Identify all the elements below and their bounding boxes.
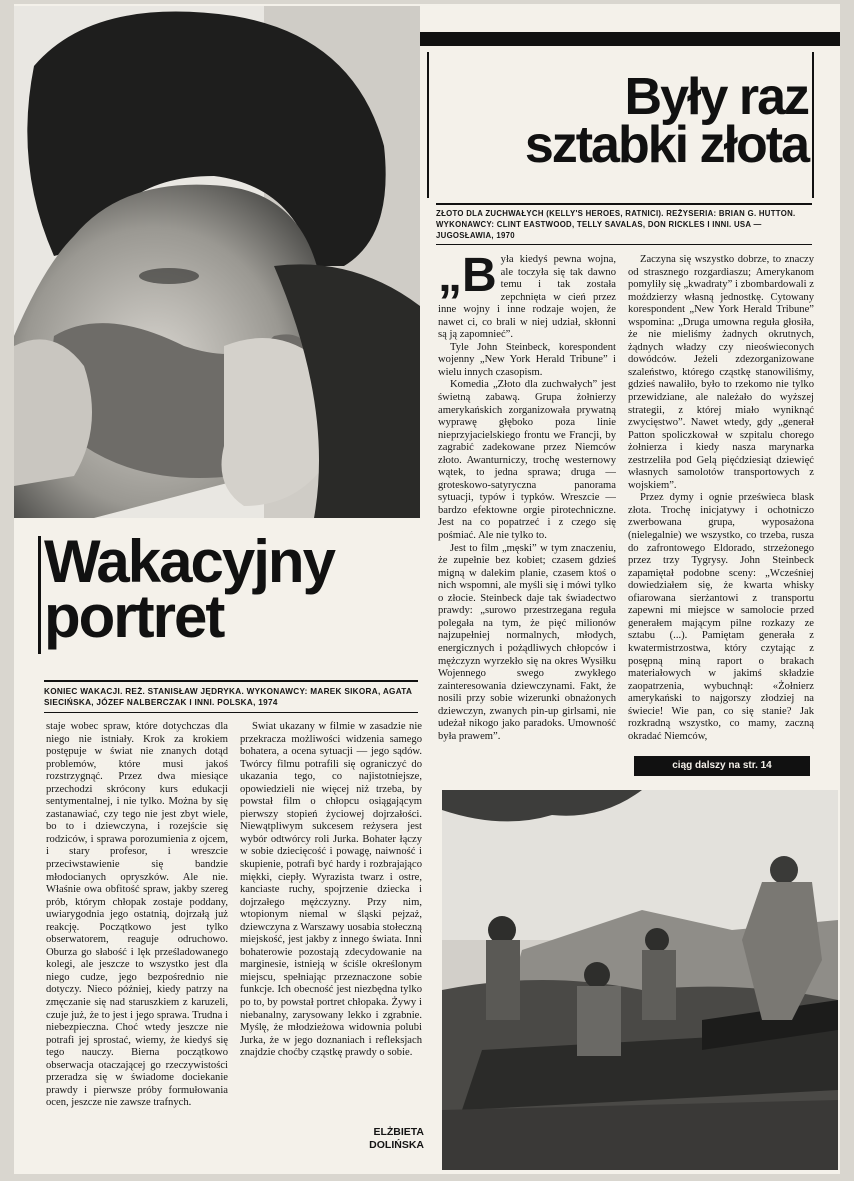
left-headline-rule xyxy=(38,536,41,654)
right-col1-paragraph: Komedia „Złoto dla zuchwałych” jest świetną zabawą. Grupa żołnierzy amerykańskich zorganizowała prywatną wyprawę głęboko poza linie nieprzyjacielskiego frontu we Francji, by zagrabić zadekowane przez Niemców złoto. Awanturniczy, trochę westernowy wątek, to jedna sprawa; druga — groteskowo-satyryczna panorama sytuacji, typów i typków. Wreszcie — bardzo efektowne orgie pirotechniczne. Jest na co popatrzeć i z czego się pośmiać. Ale nie tylko to. xyxy=(438,379,616,542)
right-headline-rule-right xyxy=(812,52,814,198)
right-credits-rule-top xyxy=(436,203,812,205)
right-col2-paragraph: Przez dymy i ognie prześwieca blask złota. Trochę inicjatywy i ochotniczo zwerbowana grupa, wyposażona (nielegalnie) we wszystko, co trzeba, rusza do zafrontowego Eldorado, strzeżonego przez trzy Tygrysy. John Steinbeck zapamiętał podobne sceny: „Wcześniej dowiedziałem się, że kwarta whisky ofiarowana sierżantowi z transportu zapewni mi miejsce w samolocie przed generałem mającym pilne rozkazy ze sztabu (...). Pamiętam generała z kwatermistrzostwa, który czytając z posępną miną raport o brakach materiałowych w jakimś składzie zaopatrzenia, wybuchnął: «Żołnierz amerykański to najgorszy złodziej na świecie! Wie pan, co się stanie? Jak rozkradną wszystko, co mamy, zaczną okradać Niemców, xyxy=(628,492,814,742)
left-article-column-2 xyxy=(240,721,422,1126)
left-credits-rule-top xyxy=(44,680,418,682)
right-top-bar xyxy=(420,32,840,46)
right-credits: ZŁOTO DLA ZUCHWAŁYCH (KELLY'S HEROES, RATNICI). REŻYSERIA: BRIAN G. HUTTON. WYKONAWCY: CLINT EASTWOOD, TELLY SAVALAS, DON RICKLES I INNI. USA — JUGOSŁAWIA, 1970 xyxy=(436,209,796,240)
right-credits-rule-bottom xyxy=(436,244,812,245)
right-col1-lead-text: yła kiedyś pewna wojna, ale toczyła się tak dawno temu i tak została zepchnięta w cień przez inne wojny i inne rodzaje wojen, że nawet ci, co brali w niej udział, skłonni są ją zapomnieć”. xyxy=(438,254,616,341)
right-article-column-1 xyxy=(438,254,616,776)
author-signature-line2: DOLIŃSKA xyxy=(369,1139,424,1151)
right-dropcap: „B xyxy=(438,254,497,302)
right-col2-paragraph: Zaczyna się wszystko dobrze, to znaczy od strasznego rozgardiaszu; Amerykanom pomyliły się „kwadraty” i zbombardowali z moździerzy własną jednostkę. Cytowany korespondent „New York Herald Tribune” wspomina: „Druga umowna reguła głosiła, że nie mieliśmy żadnych okrutnych, żądnych władzy czy nieoświeconych dowódców. Jeżeli zdezorganizowane szaleństwo, którego cząstkę stanowiliśmy, gdzieś nawaliło, było to rzekomo nie tylko przewidziane, ale należało do wyższej strategii, z której miało wyniknąć zwycięstwo”. Nawet wtedy, gdy „generał Patton spoliczkował w szpitalu chorego żołnierza i kiedy nasza marynarka zestrzeliła pod Gelą pięćdziesiąt dziewięć własnych samolotów transportowych z wojskiem”. xyxy=(628,254,814,491)
author-signature xyxy=(300,1126,424,1152)
author-signature-line1: ELŻBIETA xyxy=(373,1126,424,1138)
left-headline-line2: portret xyxy=(44,583,224,651)
right-headline-rule-left xyxy=(427,52,429,198)
left-credits-rule-bottom xyxy=(44,712,418,713)
left-headline xyxy=(44,528,424,651)
left-col2-paragraph: Świat ukazany w filmie w zasadzie nie przekracza możliwości widzenia samego bohatera, a ocena sytuacji — jego sądów. Twórcy filmu potrafili się ograniczyć do ukazania tego, co najistotniejsze, opowiedzieli nie więcej niż trzeba, by powstał film o chłopcu osiągającym pierwszy stopień życiowej dojrzałości. Niewątpliwym sukcesem reżysera jest wybór odtwórcy roli Jurka. Bohater łączy w sobie dziecięcość i powagę, naiwność i skupienie, potrafi być hardy i rozbrajająco miękki, ciepły. Wyrazista twarz i ostre, kanciaste ruchy, spojrzenie dziecka i dojrzałego mężczyzny. Przy nim, wtopionym niemal w śląski pejzaż, dziewczyna z Warszawy uosabia stołeczną miejskość, jest jakby z innego świata. Inni bohaterowie pozostają zdecydowanie na marginesie, istnieją w ściśle określonym miejscu, spełniając przeznaczone sobie funkcje. Ich obecność jest niezbędna tylko po to, by powstał portret chłopaka. Żywy i niebanalny, zarysowany lekko i zgrabnie. Myślę, że młodzieżowa widownia polubi Jurka, że w jego doznaniach i refleksjach znajdzie choćby cząstkę prawdy o sobie. xyxy=(240,721,422,1059)
right-col1-lead xyxy=(438,254,616,342)
right-col1-paragraph: Tyle John Steinbeck, korespondent wojenny „New York Herald Tribune” i wielu innych czasopism. xyxy=(438,341,616,378)
boy-with-pigeon-photo xyxy=(14,6,420,518)
left-credits: KONIEC WAKACJI. REŻ. STANISŁAW JĘDRYKA. WYKONAWCY: MAREK SIKORA, AGATA SIECIŃSKA, JÓZEF NALBERCZAK I INNI. POLSKA, 1974 xyxy=(44,687,412,707)
right-headline-line1: Były raz xyxy=(624,68,808,126)
left-article-column-1 xyxy=(46,721,228,1153)
left-headline-line1: Wakacyjny xyxy=(44,528,334,595)
left-col1-paragraph: staje wobec spraw, które dotychczas dla niego nie istniały. Krok za krokiem postępuje w świat nie znanych dotąd problemów, które musi jakoś rozstrzygnąć. Przez dwa miesiące przechodzi skrócony kurs edukacji sentymentalnej, i nie tylko. Można by się zastanawiać, czy tego nie jest zbyt wiele, bo to i dziewczyna, i rozejście się rodziców, i sprawa porozumienia z ojcem, i stary profesor, i wreszcie przeciwstawienie się bandzie młodocianych opryszków. Ale nie. Właśnie owa obfitość spraw, jakby szereg prób, którym chłopak zostaje poddany, uwiarygodnia jego ostatnią, dojrzałą już reakcję. Początkowo jest tylko obserwatorem, reaguje odruchowo. Oburza go słabość i lęk prześladowanego kolegi, ale jeszcze to wszystko jest dla niego cudze, jego bezpośrednio nie dotyczy. Nieco później, kiedy patrzy na zmęczanie się nad staruszkiem z karuzeli, czuje już, że to jest i jego sprawa. Trudna i niebezpieczna. Choć wtedy jeszcze nie potrafi jej sprostać, wiemy, że kiedyś się tego nauczy. Bierna początkowo obserwacja otaczającej go rzeczywistości przeradza się w świadome dociekanie prawdy i pierwsze próby formułowania ocen, jeszcze nie zawsze trafnych. xyxy=(46,721,228,1109)
right-headline-line2: sztabki złota xyxy=(524,115,808,174)
continuation-note[interactable]: ciąg dalszy na str. 14 xyxy=(634,756,810,776)
soldiers-on-tank-photo xyxy=(442,790,838,1170)
right-headline xyxy=(434,68,808,174)
right-col1-paragraph: Jest to film „męski” w tym znaczeniu, że zupełnie bez kobiet; czasem gdzieś migną w dalekim planie, czasem ktoś o nich wspomni, ale myśli się i mówi tylko o złocie. Steinbeck daje tak świadectwo prawdy: „surowo przestrzegana reguła polegała na tym, że pięć milionów najzupełniej normalnych, młodych, energicznych i pożądliwych chłopców i mężczyzn wyrzekło się na okres Wysiłku Wojennego swego zwykłego zainteresowania dziewczynami. Fakt, że nosili przy sobie wizerunki obnażonych dziewczyn, zwanych pin-up girlsami, nie udeżał nikogo jako paradoks. Umowność była prawem”. xyxy=(438,542,616,742)
right-article-column-2 xyxy=(628,254,814,752)
